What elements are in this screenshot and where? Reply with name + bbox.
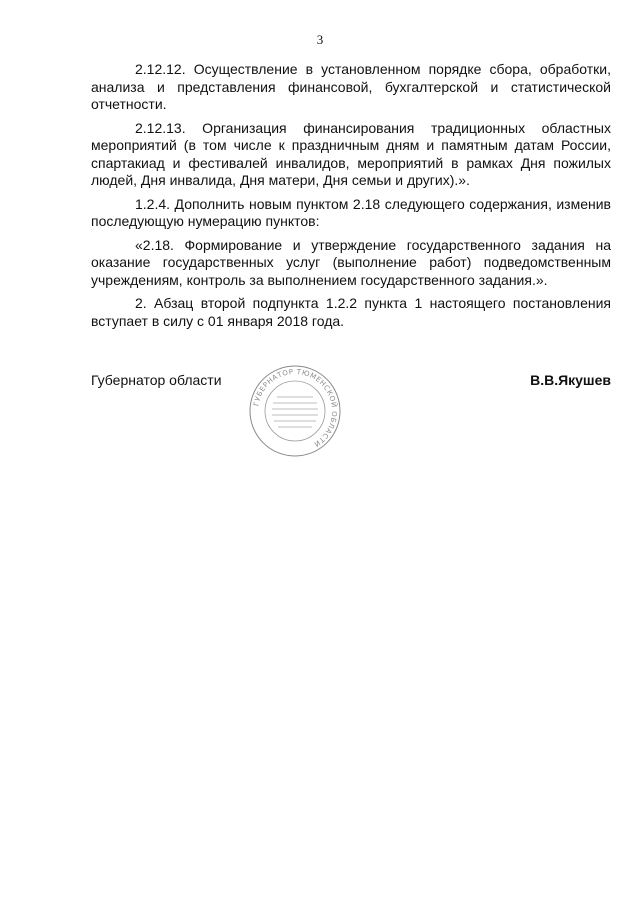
page-number: 3 [316, 32, 324, 47]
paragraph-2-effective-date: 2. Абзац второй подпункта 1.2.2 пункта 1 настоящего постановления вступает в силу с 01 января 2018 года. [91, 295, 611, 329]
signatory-name: В.В.Якушев [530, 372, 611, 388]
signature-block [91, 372, 611, 392]
paragraph-2-12-12: 2.12.12. Осуществление в установленном порядке сбора, обработки, анализа и представления финансовой, бухгалтерской и статистической отчетности. [91, 61, 611, 112]
seal-text: ГУБЕРНАТОР ТЮМЕНСКОЙ ОБЛАСТИ [252, 367, 339, 449]
official-seal-stamp [247, 363, 343, 459]
paragraph-2-12-13: 2.12.13. Организация финансирования традиционных областных мероприятий (в том числе к праздничным дням и памятным датам России, спартакиад и фестивалей инвалидов, мероприятий в рамках Дня пожилых людей, Дня инвалида, Дня матери, Дня семьи и других).». [91, 119, 611, 188]
signatory-position: Губернатор области [91, 372, 222, 388]
paragraph-2-18: «2.18. Формирование и утверждение государственного задания на оказание государственных услуг (выполнение работ) подведомственным учреждениям, контроль за выполнением государственного задания.». [91, 236, 611, 288]
paragraph-1-2-4: 1.2.4. Дополнить новым пунктом 2.18 следующего содержания, изменив последующую нумерацию пунктов: [91, 195, 611, 229]
document-body [91, 61, 611, 336]
